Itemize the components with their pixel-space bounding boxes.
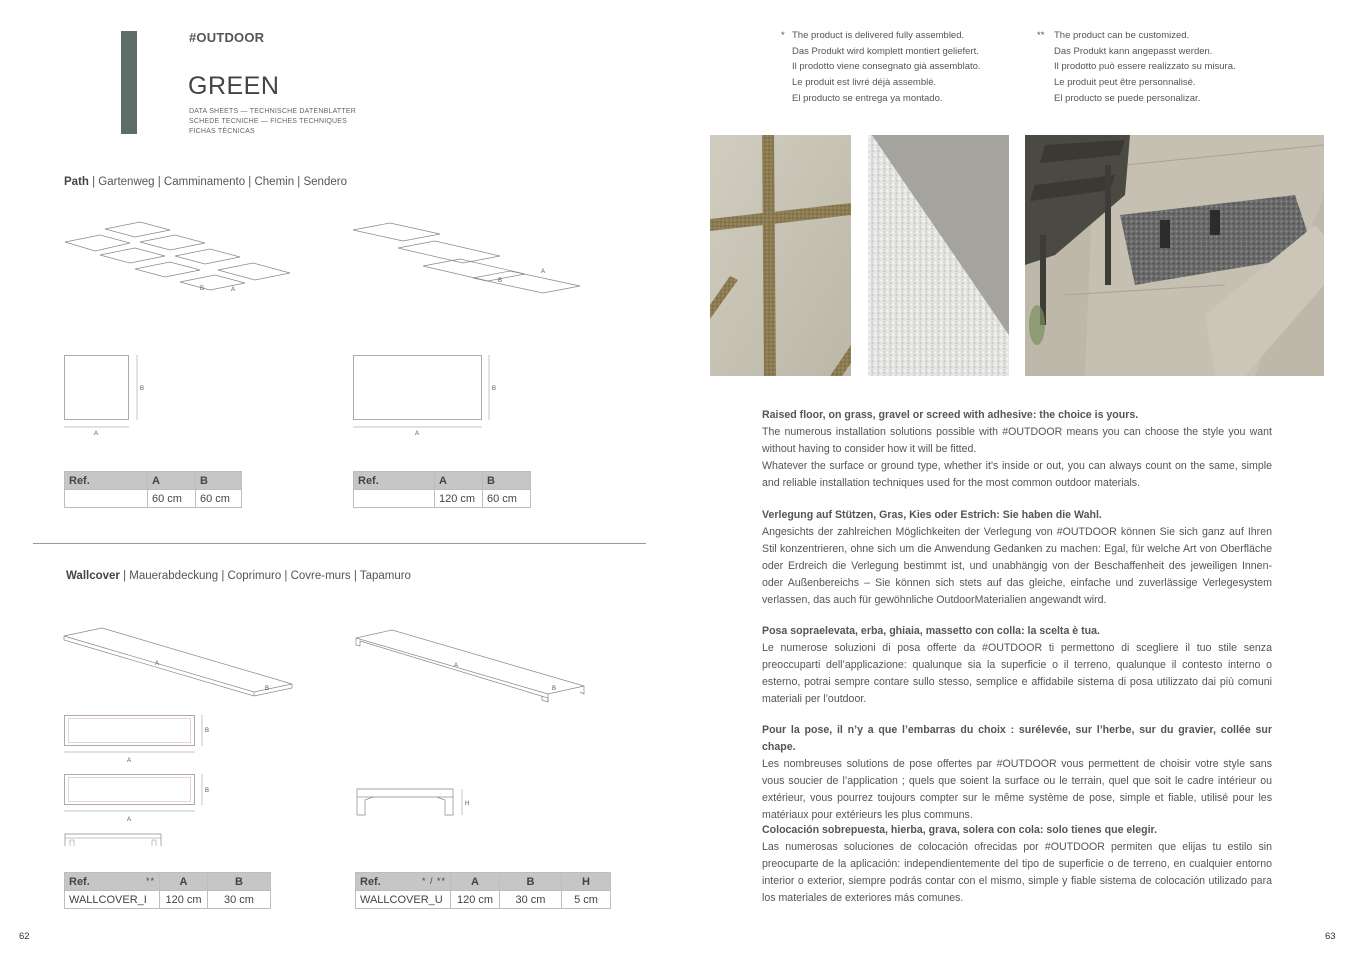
paragraph-heading: Raised floor, on grass, gravel or screed with adhesive: the choice is yours. xyxy=(762,409,1139,421)
cell-a: 60 cm xyxy=(148,490,196,508)
note-line: Das Produkt kann angepasst werden. xyxy=(1054,45,1213,57)
label-b: B xyxy=(200,286,205,292)
path-60x60-front-drawing xyxy=(60,350,160,440)
label-b: B xyxy=(498,278,503,284)
cell-b: 30 cm xyxy=(500,891,562,909)
label-a: A xyxy=(541,269,546,275)
note-assembled xyxy=(781,28,1032,107)
cell-a: 120 cm xyxy=(451,891,500,909)
col-ref xyxy=(356,873,451,891)
photo-raised-floor xyxy=(1025,135,1324,376)
label-b: B xyxy=(492,386,497,392)
table-header-row xyxy=(65,472,242,490)
table-row xyxy=(65,891,271,909)
label-a: A xyxy=(127,758,132,764)
cell-ref: WALLCOVER_I xyxy=(65,891,160,909)
gravel-illustration xyxy=(868,135,1009,376)
paragraph-french xyxy=(762,722,1272,824)
table-header-row xyxy=(356,873,611,891)
col-a: A xyxy=(160,873,208,891)
cell-a: 120 cm xyxy=(160,891,208,909)
note-line: Le produit est livré déjà assemblé. xyxy=(792,77,937,89)
path-section-title xyxy=(64,176,347,188)
note-line: El producto se entrega ya montado. xyxy=(792,92,943,104)
ref-note-mark: * / ** xyxy=(421,875,446,886)
paragraph-heading: Pour la pose, il n’y a que l’embarras du choix : surélevée, sur l’herbe, sur du gravier, collée sur chape. xyxy=(762,724,1272,753)
grass-joint-illustration xyxy=(710,135,851,376)
note-mark: * xyxy=(781,30,785,41)
note-line: El producto se puede personalizar. xyxy=(1054,92,1201,104)
photo-grass-installation xyxy=(710,135,851,376)
wallcover-title-rest: | Mauerabdeckung | Coprimuro | Covre-murs | Tapamuro xyxy=(119,570,411,582)
col-a: A xyxy=(451,873,500,891)
label-a: A xyxy=(231,287,236,293)
col-ref: Ref. xyxy=(65,472,148,490)
col-a: A xyxy=(435,472,483,490)
path-60x60-iso-drawing xyxy=(60,220,300,300)
note-line: Das Produkt wird komplett montiert geliefert. xyxy=(792,45,979,57)
label-b: B xyxy=(140,386,145,392)
color-swatch-bar xyxy=(121,31,137,134)
page-title: GREEN xyxy=(188,72,280,100)
wallcover-i-front-drawing xyxy=(60,710,220,830)
paragraph-english xyxy=(762,407,1272,492)
path-title-bold: Path xyxy=(64,176,89,188)
subtitle-line-1: DATA SHEETS — TECHNISCHE DATENBLATTER xyxy=(189,108,356,115)
cell-h: 5 cm xyxy=(562,891,611,909)
col-a: A xyxy=(148,472,196,490)
cell-ref: WALLCOVER_U xyxy=(356,891,451,909)
col-b: B xyxy=(196,472,242,490)
wallcover-u-iso-drawing xyxy=(352,620,592,710)
ref-label: Ref. xyxy=(69,875,90,888)
ref-note-mark: ** xyxy=(145,875,155,886)
path-120x60-iso-drawing xyxy=(350,220,590,300)
cell-b: 30 cm xyxy=(208,891,271,909)
label-a: A xyxy=(127,817,132,823)
note-line: Il prodotto viene consegnato già assemblato. xyxy=(792,61,981,73)
cell-ref xyxy=(65,490,148,508)
label-a: A xyxy=(454,663,459,669)
label-b: B xyxy=(205,728,210,734)
path-120x60-spec-table xyxy=(353,471,531,508)
page-number-left: 62 xyxy=(19,931,30,942)
note-customized xyxy=(1037,28,1294,107)
col-ref xyxy=(65,873,160,891)
label-b: B xyxy=(265,686,270,692)
col-h: H xyxy=(562,873,611,891)
wallcover-i-spec-table xyxy=(64,872,271,909)
label-a: A xyxy=(415,431,420,437)
col-b: B xyxy=(500,873,562,891)
page-number-right: 63 xyxy=(1325,931,1336,942)
table-row xyxy=(354,490,531,508)
table-header-row xyxy=(354,472,531,490)
paragraph-body: The numerous installation solutions possible with #OUTDOOR means you can choose the style you want without having to consider how it will be fitted. xyxy=(762,426,1272,455)
table-header-row xyxy=(65,873,271,891)
cell-b: 60 cm xyxy=(483,490,531,508)
wallcover-section-title xyxy=(66,570,411,582)
wallcover-u-profile-drawing xyxy=(352,785,482,825)
table-row xyxy=(65,490,242,508)
path-title-rest: | Gartenweg | Camminamento | Chemin | Sendero xyxy=(88,176,347,188)
note-line: The product is delivered fully assembled. xyxy=(792,30,965,41)
col-ref: Ref. xyxy=(354,472,435,490)
label-h: H xyxy=(465,801,470,807)
photo-gravel-installation xyxy=(868,135,1009,376)
ref-label: Ref. xyxy=(360,875,381,888)
paragraph-body: Angesichts der zahlreichen Möglichkeiten der Verlegung von #OUTDOOR können Sie sich ganz auf Ihren Stil konzentrieren, ohne sich um die Anwendung Gedanken zu machen: Egal, für welche Art von Oberfläche oder Erdreich die Verlegung bestimmt ist, und unabhängig von der Beschaffenheit des jeweiligen Innen- oder Außenbereichs – Sie können sich stets auf das gleiche, einfache und zuverlässige Verlegesystem verlassen, das auch für gewöhnliche OutdoorMaterialien angewandt wird. xyxy=(762,526,1272,606)
path-120x60-front-drawing xyxy=(350,350,510,440)
cell-b: 60 cm xyxy=(196,490,242,508)
wallcover-i-profile-drawing xyxy=(62,830,172,850)
paragraph-body: Les nombreuses solutions de pose offertes par #OUTDOOR vous permettent de choisir votre style sans vous soucier de l’application ; quels que soient la surface ou le terrain, quel que soit le cadre intérieur ou extérieur, vous pourrez toujours compter sur le même système de pose, simple et fiable, utilisé pour les matériaux pour extérieurs les plus communs. xyxy=(762,758,1272,821)
cell-a: 120 cm xyxy=(435,490,483,508)
label-b: B xyxy=(205,788,210,794)
subtitle-line-3: FICHAS TÉCNICAS xyxy=(189,128,255,135)
note-line: Il prodotto può essere realizzato su misura. xyxy=(1054,61,1236,73)
wallcover-u-spec-table xyxy=(355,872,611,909)
collection-tag: #OUTDOOR xyxy=(189,30,265,45)
paragraph-spanish xyxy=(762,822,1272,907)
raised-floor-illustration xyxy=(1025,135,1324,376)
label-a: A xyxy=(155,661,160,667)
label-b: B xyxy=(552,686,557,692)
wallcover-title-bold: Wallcover xyxy=(66,570,120,582)
subtitle-line-2: SCHEDE TECNICHE — FICHES TECHNIQUES xyxy=(189,118,348,125)
cell-ref xyxy=(354,490,435,508)
paragraph-heading: Verlegung auf Stützen, Gras, Kies oder Estrich: Sie haben die Wahl. xyxy=(762,509,1102,521)
table-row xyxy=(356,891,611,909)
paragraph-german xyxy=(762,507,1272,609)
paragraph-body: Las numerosas soluciones de colocación ofrecidas por #OUTDOOR permiten que elijas tu estilo sin preocuparte de la aplicación: independientemente del tipo de superficie o de terreno, en cualquier entorno interior o exterior, siempre podrás contar con el mismo, simple y fiable sistema de colocación utilizado para los materiales de exteriores más comunes. xyxy=(762,841,1272,904)
paragraph-heading: Colocación sobrepuesta, hierba, grava, solera con cola: solo tienes que elegir. xyxy=(762,824,1158,836)
paragraph-body: Whatever the surface or ground type, whether it's inside or out, you can always count on the same, simple and reliable installation techniques used for the most common outdoor materials. xyxy=(762,460,1272,489)
paragraph-body: Le numerose soluzioni di posa offerte da #OUTDOOR ti permettono di scegliere il tuo stile senza preoccuparti dell’applicazione: qualunque sia la superficie o il terreno, qualunque il contesto interno o esterno, potrai sempre contare sullo stesso, semplice e affidabile sistema di posa utilizzato dai più comuni materiali per l’outdoor. xyxy=(762,642,1272,705)
note-line: The product can be customized. xyxy=(1054,30,1190,41)
paragraph-heading: Posa sopraelevata, erba, ghiaia, massetto con colla: la scelta è tua. xyxy=(762,625,1100,637)
label-a: A xyxy=(94,431,99,437)
col-b: B xyxy=(208,873,271,891)
col-b: B xyxy=(483,472,531,490)
paragraph-italian xyxy=(762,623,1272,708)
note-mark: ** xyxy=(1037,30,1045,41)
section-divider xyxy=(33,543,646,544)
note-line: Le produit peut être personnalisé. xyxy=(1054,77,1196,89)
path-60x60-spec-table xyxy=(64,471,242,508)
wallcover-i-iso-drawing xyxy=(60,620,300,710)
